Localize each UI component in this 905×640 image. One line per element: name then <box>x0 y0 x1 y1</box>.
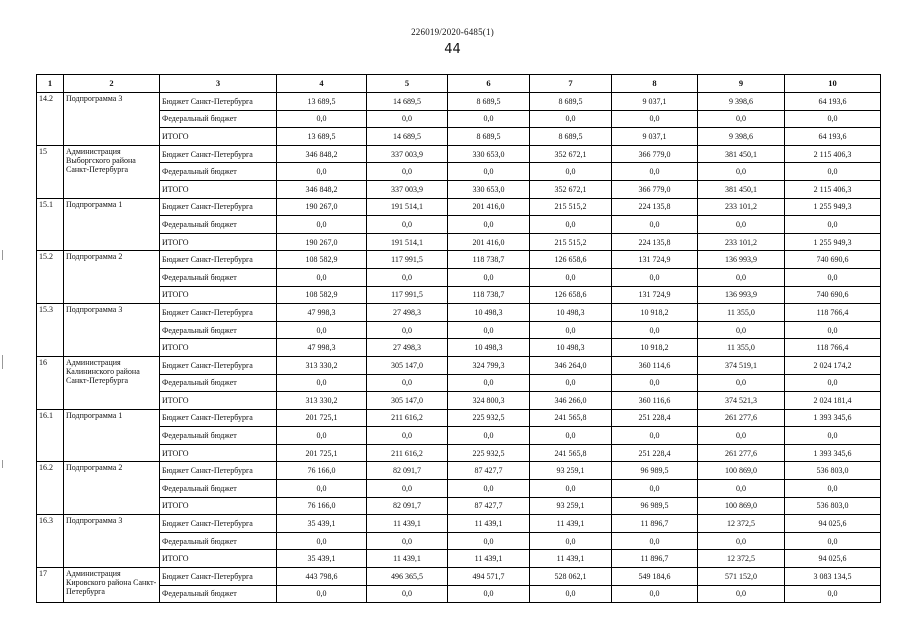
amount-cell: 117 991,5 <box>367 286 448 304</box>
funding-source: Бюджет Санкт-Петербурга <box>160 568 277 586</box>
table-row <box>37 198 881 216</box>
table-row <box>37 233 881 251</box>
amount-cell: 12 372,5 <box>698 550 785 568</box>
amount-cell: 0,0 <box>785 532 881 550</box>
amount-cell: 346 848,2 <box>277 180 367 198</box>
amount-cell: 131 724,9 <box>612 251 698 269</box>
amount-cell: 360 116,6 <box>612 392 698 410</box>
table-row <box>37 532 881 550</box>
table-row <box>37 409 881 427</box>
table-row <box>37 444 881 462</box>
amount-cell: 136 993,9 <box>698 286 785 304</box>
amount-cell: 9 037,1 <box>612 128 698 146</box>
amount-cell: 9 398,6 <box>698 93 785 111</box>
amount-cell: 14 689,5 <box>367 128 448 146</box>
amount-cell: 330 653,0 <box>448 145 530 163</box>
amount-cell: 0,0 <box>698 268 785 286</box>
amount-cell: 94 025,6 <box>785 515 881 533</box>
funding-source: ИТОГО <box>160 392 277 410</box>
amount-cell: 118 766,4 <box>785 339 881 357</box>
table-row <box>37 251 881 269</box>
amount-cell: 330 653,0 <box>448 180 530 198</box>
amount-cell: 0,0 <box>448 321 530 339</box>
amount-cell: 2 024 181,4 <box>785 392 881 410</box>
amount-cell: 82 091,7 <box>367 462 448 480</box>
amount-cell: 0,0 <box>448 480 530 498</box>
table-row <box>37 374 881 392</box>
amount-cell: 0,0 <box>277 321 367 339</box>
amount-cell: 0,0 <box>698 163 785 181</box>
amount-cell: 0,0 <box>530 163 612 181</box>
amount-cell: 571 152,0 <box>698 568 785 586</box>
amount-cell: 0,0 <box>698 585 785 603</box>
funding-source: Бюджет Санкт-Петербурга <box>160 409 277 427</box>
amount-cell: 0,0 <box>785 427 881 445</box>
amount-cell: 225 932,5 <box>448 444 530 462</box>
amount-cell: 87 427,7 <box>448 462 530 480</box>
amount-cell: 0,0 <box>612 163 698 181</box>
amount-cell: 0,0 <box>698 427 785 445</box>
amount-cell: 0,0 <box>277 110 367 128</box>
table-body <box>37 93 881 603</box>
amount-cell: 10 498,3 <box>448 304 530 322</box>
amount-cell: 11 355,0 <box>698 339 785 357</box>
amount-cell: 381 450,1 <box>698 180 785 198</box>
amount-cell: 0,0 <box>367 163 448 181</box>
column-header-5: 5 <box>367 75 448 93</box>
amount-cell: 0,0 <box>367 321 448 339</box>
column-header-9: 9 <box>698 75 785 93</box>
amount-cell: 0,0 <box>785 110 881 128</box>
amount-cell: 536 803,0 <box>785 497 881 515</box>
amount-cell: 0,0 <box>698 321 785 339</box>
amount-cell: 11 439,1 <box>448 550 530 568</box>
amount-cell: 0,0 <box>612 585 698 603</box>
amount-cell: 64 193,6 <box>785 93 881 111</box>
row-number: 16.3 <box>37 515 64 568</box>
amount-cell: 215 515,2 <box>530 198 612 216</box>
amount-cell: 0,0 <box>612 321 698 339</box>
amount-cell: 324 800,3 <box>448 392 530 410</box>
table-row <box>37 216 881 234</box>
column-header-8: 8 <box>612 75 698 93</box>
amount-cell: 118 738,7 <box>448 286 530 304</box>
funding-source: Бюджет Санкт-Петербурга <box>160 251 277 269</box>
amount-cell: 0,0 <box>698 216 785 234</box>
amount-cell: 118 738,7 <box>448 251 530 269</box>
amount-cell: 96 989,5 <box>612 462 698 480</box>
funding-source: ИТОГО <box>160 128 277 146</box>
amount-cell: 11 896,7 <box>612 550 698 568</box>
amount-cell: 76 166,0 <box>277 497 367 515</box>
amount-cell: 211 616,2 <box>367 444 448 462</box>
scan-edge-mark <box>2 460 3 468</box>
table-row <box>37 480 881 498</box>
amount-cell: 96 989,5 <box>612 497 698 515</box>
amount-cell: 0,0 <box>448 110 530 128</box>
funding-source: Федеральный бюджет <box>160 321 277 339</box>
funding-source: Бюджет Санкт-Петербурга <box>160 515 277 533</box>
table-row <box>37 356 881 374</box>
amount-cell: 1 393 345,6 <box>785 409 881 427</box>
amount-cell: 233 101,2 <box>698 198 785 216</box>
amount-cell: 2 024 174,2 <box>785 356 881 374</box>
funding-source: Бюджет Санкт-Петербурга <box>160 93 277 111</box>
amount-cell: 94 025,6 <box>785 550 881 568</box>
column-header-6: 6 <box>448 75 530 93</box>
amount-cell: 337 003,9 <box>367 180 448 198</box>
amount-cell: 496 365,5 <box>367 568 448 586</box>
amount-cell: 324 799,3 <box>448 356 530 374</box>
funding-source: Федеральный бюджет <box>160 374 277 392</box>
table-row <box>37 110 881 128</box>
amount-cell: 47 998,3 <box>277 339 367 357</box>
amount-cell: 47 998,3 <box>277 304 367 322</box>
amount-cell: 0,0 <box>530 585 612 603</box>
amount-cell: 0,0 <box>785 163 881 181</box>
amount-cell: 0,0 <box>530 532 612 550</box>
amount-cell: 0,0 <box>785 585 881 603</box>
amount-cell: 11 896,7 <box>612 515 698 533</box>
amount-cell: 337 003,9 <box>367 145 448 163</box>
amount-cell: 352 672,1 <box>530 145 612 163</box>
amount-cell: 305 147,0 <box>367 392 448 410</box>
amount-cell: 82 091,7 <box>367 497 448 515</box>
amount-cell: 224 135,8 <box>612 233 698 251</box>
amount-cell: 100 869,0 <box>698 497 785 515</box>
amount-cell: 12 372,5 <box>698 515 785 533</box>
table-row <box>37 392 881 410</box>
amount-cell: 8 689,5 <box>530 93 612 111</box>
amount-cell: 11 439,1 <box>530 515 612 533</box>
amount-cell: 0,0 <box>530 321 612 339</box>
column-header-7: 7 <box>530 75 612 93</box>
amount-cell: 366 779,0 <box>612 145 698 163</box>
scan-edge-mark <box>2 355 3 369</box>
amount-cell: 305 147,0 <box>367 356 448 374</box>
amount-cell: 0,0 <box>448 427 530 445</box>
amount-cell: 313 330,2 <box>277 356 367 374</box>
amount-cell: 10 918,2 <box>612 339 698 357</box>
amount-cell: 261 277,6 <box>698 409 785 427</box>
amount-cell: 3 083 134,5 <box>785 568 881 586</box>
table-row <box>37 427 881 445</box>
amount-cell: 251 228,4 <box>612 409 698 427</box>
funding-source: ИТОГО <box>160 550 277 568</box>
program-name: Подпрограмма 3 <box>64 515 160 568</box>
amount-cell: 201 416,0 <box>448 198 530 216</box>
amount-cell: 251 228,4 <box>612 444 698 462</box>
program-name: Администрация Калининского района Санкт-Петербурга <box>64 356 160 409</box>
program-name: Подпрограмма 1 <box>64 409 160 462</box>
amount-cell: 13 689,5 <box>277 128 367 146</box>
amount-cell: 0,0 <box>277 480 367 498</box>
amount-cell: 0,0 <box>530 480 612 498</box>
program-name: Подпрограмма 2 <box>64 462 160 515</box>
amount-cell: 13 689,5 <box>277 93 367 111</box>
amount-cell: 11 355,0 <box>698 304 785 322</box>
amount-cell: 0,0 <box>785 268 881 286</box>
amount-cell: 0,0 <box>785 321 881 339</box>
amount-cell: 64 193,6 <box>785 128 881 146</box>
funding-source: Федеральный бюджет <box>160 532 277 550</box>
amount-cell: 126 658,6 <box>530 251 612 269</box>
amount-cell: 0,0 <box>785 374 881 392</box>
table-row <box>37 286 881 304</box>
table-row <box>37 497 881 515</box>
amount-cell: 241 565,8 <box>530 444 612 462</box>
row-number: 15.2 <box>37 251 64 304</box>
program-name: Администрация Выборгского района Санкт-Петербурга <box>64 145 160 198</box>
funding-source: Бюджет Санкт-Петербурга <box>160 462 277 480</box>
funding-source: ИТОГО <box>160 180 277 198</box>
table-row <box>37 585 881 603</box>
amount-cell: 100 869,0 <box>698 462 785 480</box>
amount-cell: 87 427,7 <box>448 497 530 515</box>
amount-cell: 1 393 345,6 <box>785 444 881 462</box>
amount-cell: 374 519,1 <box>698 356 785 374</box>
amount-cell: 191 514,1 <box>367 233 448 251</box>
amount-cell: 313 330,2 <box>277 392 367 410</box>
funding-source: Бюджет Санкт-Петербурга <box>160 198 277 216</box>
amount-cell: 0,0 <box>612 427 698 445</box>
amount-cell: 0,0 <box>277 268 367 286</box>
column-header-10: 10 <box>785 75 881 93</box>
amount-cell: 346 264,0 <box>530 356 612 374</box>
amount-cell: 233 101,2 <box>698 233 785 251</box>
amount-cell: 0,0 <box>277 163 367 181</box>
program-name: Подпрограмма 1 <box>64 198 160 251</box>
amount-cell: 374 521,3 <box>698 392 785 410</box>
amount-cell: 10 498,3 <box>448 339 530 357</box>
funding-source: Федеральный бюджет <box>160 585 277 603</box>
document-id: 226019/2020-6485(1) <box>411 27 494 37</box>
table-row <box>37 339 881 357</box>
amount-cell: 0,0 <box>367 374 448 392</box>
amount-cell: 224 135,8 <box>612 198 698 216</box>
amount-cell: 366 779,0 <box>612 180 698 198</box>
funding-source: Федеральный бюджет <box>160 268 277 286</box>
table-row <box>37 128 881 146</box>
amount-cell: 0,0 <box>785 216 881 234</box>
amount-cell: 11 439,1 <box>448 515 530 533</box>
amount-cell: 225 932,5 <box>448 409 530 427</box>
amount-cell: 0,0 <box>448 216 530 234</box>
row-number: 15.1 <box>37 198 64 251</box>
amount-cell: 0,0 <box>367 216 448 234</box>
table-row <box>37 550 881 568</box>
amount-cell: 0,0 <box>698 480 785 498</box>
amount-cell: 0,0 <box>448 374 530 392</box>
row-number: 15.3 <box>37 304 64 357</box>
table-row <box>37 268 881 286</box>
amount-cell: 215 515,2 <box>530 233 612 251</box>
funding-source: ИТОГО <box>160 233 277 251</box>
table-row <box>37 462 881 480</box>
program-name: Администрация Кировского района Санкт-Петербурга <box>64 568 160 603</box>
amount-cell: 381 450,1 <box>698 145 785 163</box>
amount-cell: 0,0 <box>612 374 698 392</box>
table-row <box>37 568 881 586</box>
amount-cell: 93 259,1 <box>530 497 612 515</box>
amount-cell: 0,0 <box>785 480 881 498</box>
amount-cell: 131 724,9 <box>612 286 698 304</box>
table-row <box>37 145 881 163</box>
amount-cell: 0,0 <box>367 532 448 550</box>
table-row <box>37 515 881 533</box>
table-header-row <box>37 75 881 93</box>
amount-cell: 0,0 <box>277 374 367 392</box>
funding-source: Федеральный бюджет <box>160 480 277 498</box>
amount-cell: 35 439,1 <box>277 515 367 533</box>
amount-cell: 0,0 <box>530 427 612 445</box>
funding-source: ИТОГО <box>160 286 277 304</box>
amount-cell: 201 416,0 <box>448 233 530 251</box>
row-number: 16 <box>37 356 64 409</box>
budget-table <box>36 74 881 603</box>
funding-source: Бюджет Санкт-Петербурга <box>160 356 277 374</box>
column-header-3: 3 <box>160 75 277 93</box>
amount-cell: 443 798,6 <box>277 568 367 586</box>
amount-cell: 740 690,6 <box>785 286 881 304</box>
funding-source: ИТОГО <box>160 444 277 462</box>
amount-cell: 0,0 <box>698 110 785 128</box>
amount-cell: 76 166,0 <box>277 462 367 480</box>
amount-cell: 27 498,3 <box>367 304 448 322</box>
amount-cell: 9 398,6 <box>698 128 785 146</box>
amount-cell: 0,0 <box>277 532 367 550</box>
amount-cell: 11 439,1 <box>367 515 448 533</box>
funding-source: ИТОГО <box>160 339 277 357</box>
column-header-2: 2 <box>64 75 160 93</box>
amount-cell: 2 115 406,3 <box>785 145 881 163</box>
amount-cell: 528 062,1 <box>530 568 612 586</box>
funding-source: Бюджет Санкт-Петербурга <box>160 145 277 163</box>
amount-cell: 0,0 <box>448 532 530 550</box>
amount-cell: 360 114,6 <box>612 356 698 374</box>
amount-cell: 0,0 <box>612 268 698 286</box>
amount-cell: 494 571,7 <box>448 568 530 586</box>
amount-cell: 0,0 <box>698 532 785 550</box>
table-row <box>37 321 881 339</box>
amount-cell: 0,0 <box>367 268 448 286</box>
funding-source: ИТОГО <box>160 497 277 515</box>
amount-cell: 136 993,9 <box>698 251 785 269</box>
amount-cell: 0,0 <box>612 532 698 550</box>
amount-cell: 0,0 <box>277 216 367 234</box>
amount-cell: 108 582,9 <box>277 286 367 304</box>
amount-cell: 27 498,3 <box>367 339 448 357</box>
amount-cell: 14 689,5 <box>367 93 448 111</box>
program-name: Подпрограмма 3 <box>64 304 160 357</box>
row-number: 16.1 <box>37 409 64 462</box>
funding-source: Бюджет Санкт-Петербурга <box>160 304 277 322</box>
column-header-1: 1 <box>37 75 64 93</box>
page-number: 44 <box>444 42 461 57</box>
program-name: Подпрограмма 2 <box>64 251 160 304</box>
amount-cell: 117 991,5 <box>367 251 448 269</box>
amount-cell: 190 267,0 <box>277 198 367 216</box>
amount-cell: 346 848,2 <box>277 145 367 163</box>
amount-cell: 11 439,1 <box>367 550 448 568</box>
amount-cell: 0,0 <box>367 585 448 603</box>
amount-cell: 201 725,1 <box>277 444 367 462</box>
scan-edge-mark <box>2 250 3 260</box>
amount-cell: 8 689,5 <box>530 128 612 146</box>
amount-cell: 10 918,2 <box>612 304 698 322</box>
amount-cell: 35 439,1 <box>277 550 367 568</box>
amount-cell: 108 582,9 <box>277 251 367 269</box>
amount-cell: 0,0 <box>448 585 530 603</box>
amount-cell: 352 672,1 <box>530 180 612 198</box>
amount-cell: 549 184,6 <box>612 568 698 586</box>
amount-cell: 201 725,1 <box>277 409 367 427</box>
amount-cell: 1 255 949,3 <box>785 233 881 251</box>
amount-cell: 211 616,2 <box>367 409 448 427</box>
amount-cell: 9 037,1 <box>612 93 698 111</box>
table-row <box>37 93 881 111</box>
amount-cell: 0,0 <box>612 480 698 498</box>
amount-cell: 191 514,1 <box>367 198 448 216</box>
funding-source: Федеральный бюджет <box>160 110 277 128</box>
table-row <box>37 180 881 198</box>
amount-cell: 0,0 <box>448 268 530 286</box>
amount-cell: 126 658,6 <box>530 286 612 304</box>
row-number: 15 <box>37 145 64 198</box>
amount-cell: 241 565,8 <box>530 409 612 427</box>
amount-cell: 0,0 <box>367 480 448 498</box>
amount-cell: 10 498,3 <box>530 339 612 357</box>
amount-cell: 190 267,0 <box>277 233 367 251</box>
amount-cell: 0,0 <box>530 216 612 234</box>
amount-cell: 93 259,1 <box>530 462 612 480</box>
row-number: 16.2 <box>37 462 64 515</box>
amount-cell: 261 277,6 <box>698 444 785 462</box>
column-header-4: 4 <box>277 75 367 93</box>
program-name: Подпрограмма 3 <box>64 93 160 146</box>
amount-cell: 1 255 949,3 <box>785 198 881 216</box>
amount-cell: 0,0 <box>612 216 698 234</box>
amount-cell: 2 115 406,3 <box>785 180 881 198</box>
funding-source: Федеральный бюджет <box>160 216 277 234</box>
row-number: 17 <box>37 568 64 603</box>
amount-cell: 346 266,0 <box>530 392 612 410</box>
amount-cell: 11 439,1 <box>530 550 612 568</box>
amount-cell: 118 766,4 <box>785 304 881 322</box>
amount-cell: 536 803,0 <box>785 462 881 480</box>
amount-cell: 0,0 <box>530 268 612 286</box>
amount-cell: 0,0 <box>367 427 448 445</box>
funding-source: Федеральный бюджет <box>160 163 277 181</box>
amount-cell: 0,0 <box>530 374 612 392</box>
amount-cell: 0,0 <box>698 374 785 392</box>
table-row <box>37 304 881 322</box>
amount-cell: 0,0 <box>277 585 367 603</box>
amount-cell: 740 690,6 <box>785 251 881 269</box>
amount-cell: 0,0 <box>612 110 698 128</box>
table-row <box>37 163 881 181</box>
amount-cell: 10 498,3 <box>530 304 612 322</box>
amount-cell: 0,0 <box>277 427 367 445</box>
row-number: 14.2 <box>37 93 64 146</box>
amount-cell: 8 689,5 <box>448 128 530 146</box>
funding-source: Федеральный бюджет <box>160 427 277 445</box>
amount-cell: 8 689,5 <box>448 93 530 111</box>
amount-cell: 0,0 <box>530 110 612 128</box>
amount-cell: 0,0 <box>448 163 530 181</box>
amount-cell: 0,0 <box>367 110 448 128</box>
